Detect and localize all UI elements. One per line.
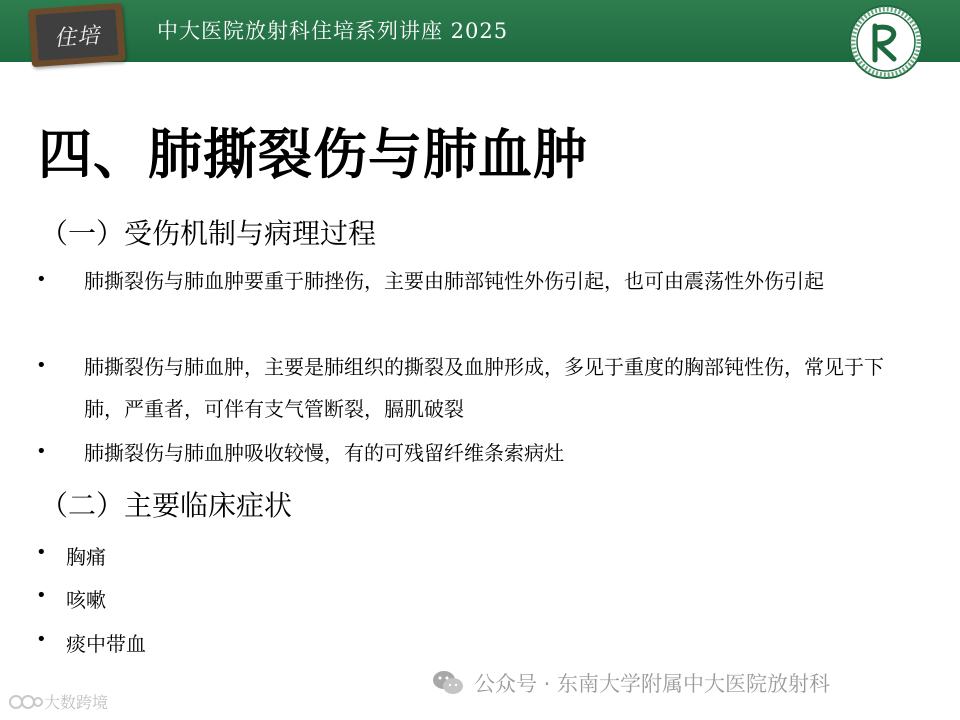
bullet-dot: • [36, 585, 47, 606]
symptom-item-bloody-sputum: 痰中带血 [66, 632, 146, 656]
bullet-dot: • [36, 269, 47, 290]
symptom-item-chest-pain: 胸痛 [66, 545, 106, 569]
chalkboard-badge-text: 住培 [35, 9, 118, 60]
section-heading-symptoms: （二）主要临床症状 [40, 489, 293, 522]
header-title: 中大医院放射科住培系列讲座 2025 [157, 19, 509, 43]
mechanism-bullet-1: 肺撕裂伤与肺血肿要重于肺挫伤，主要由肺部钝性外伤引起，也可由震荡性外伤引起 [84, 269, 824, 293]
symptom-item-cough: 咳嗽 [66, 588, 106, 612]
mechanism-bullet-3: 肺撕裂伤与肺血肿吸收较慢，有的可残留纤维条索病灶 [84, 441, 564, 465]
watermark-text: 公众号 · 东南大学附属中大医院放射科 [474, 672, 831, 696]
brand-mark-icon [8, 693, 44, 711]
bullet-dot: • [36, 629, 47, 650]
bullet-dot: • [36, 441, 47, 462]
bullet-dot: • [36, 542, 47, 563]
mechanism-bullet-2: 肺撕裂伤与肺血肿，主要是肺组织的撕裂及血肿形成，多见于重度的胸部钝性伤，常见于下肺，严重者，可伴有支气管断裂，膈肌破裂 [84, 355, 884, 421]
section-heading-mechanism: （一）受伤机制与病理过程 [40, 217, 377, 250]
wechat-icon [432, 669, 464, 697]
corner-brand-watermark [8, 690, 108, 713]
corner-brand-text: 大数跨境 [44, 693, 109, 712]
bullet-dot: • [36, 355, 47, 376]
wechat-watermark [432, 668, 830, 698]
hospital-seal-logo [848, 4, 924, 80]
slide-title: 四、肺撕裂伤与肺血肿 [38, 123, 588, 186]
chalkboard-badge [28, 3, 126, 67]
